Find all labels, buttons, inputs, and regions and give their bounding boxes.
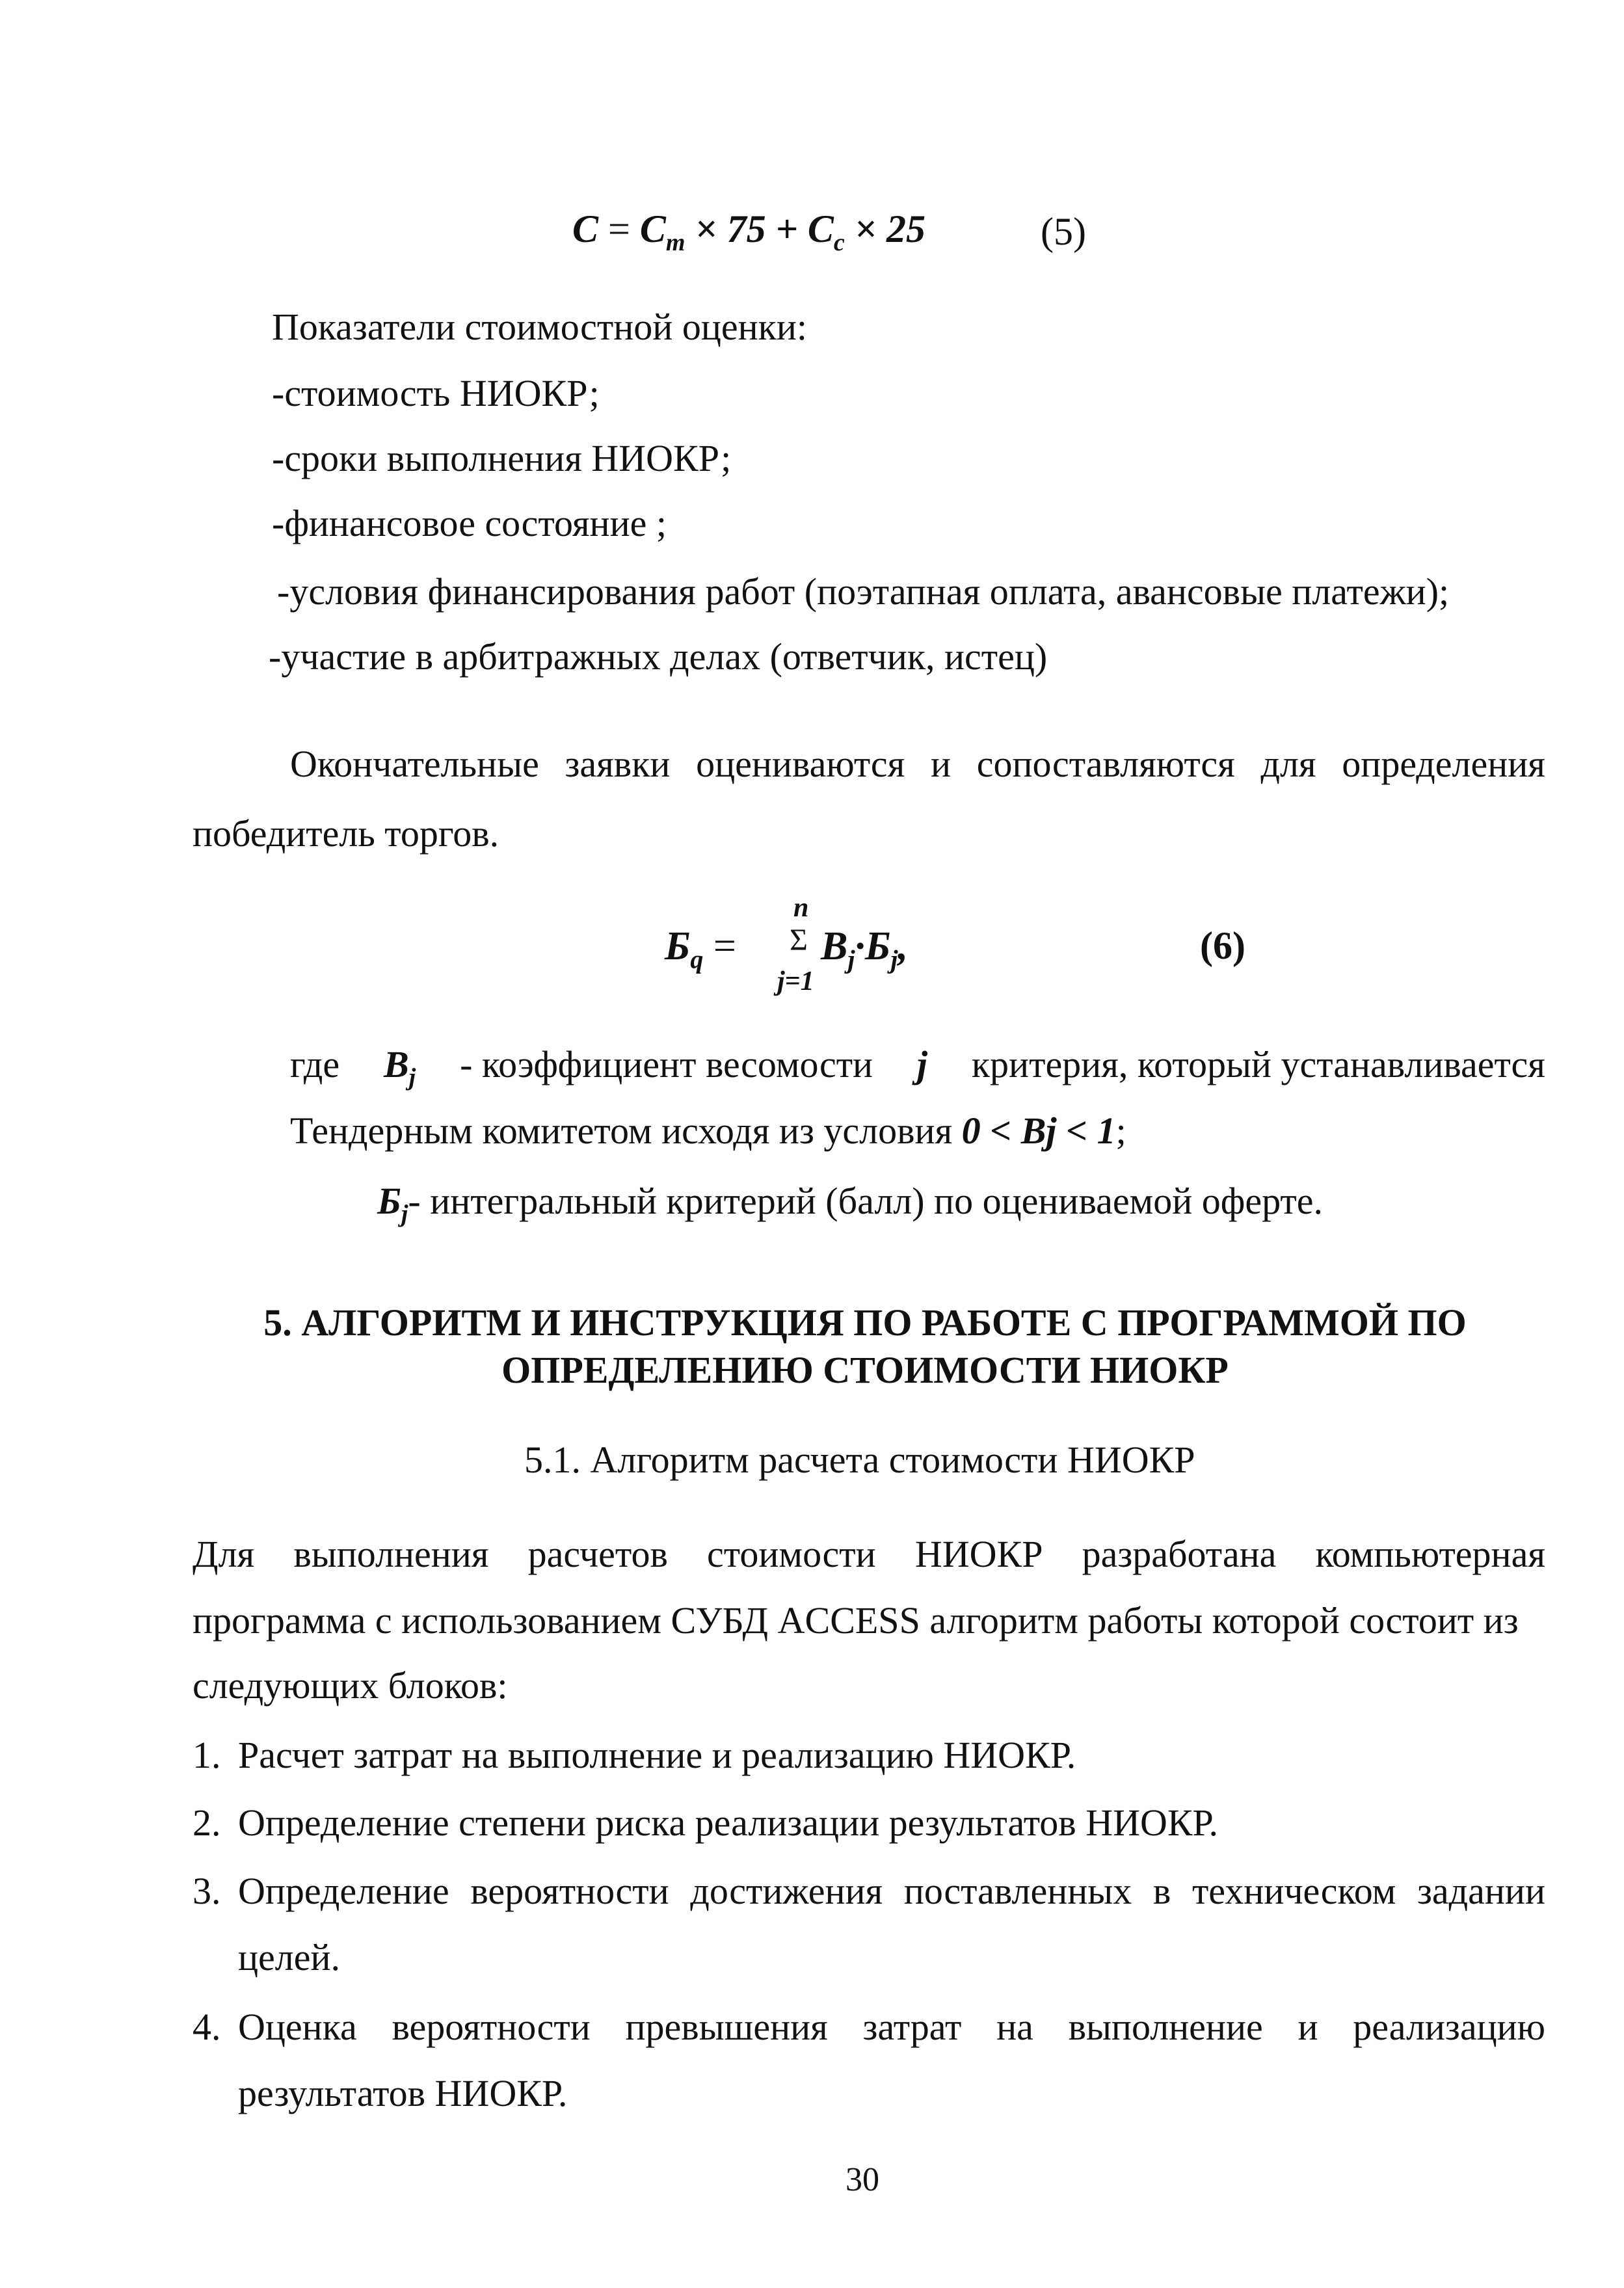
final-bids-line-1: Окончательные заявки оцениваются и сопоставляются для определения [290,743,1545,785]
formula-6-upper-limit: n [793,893,809,923]
list-item-continuation: результатов НИОКР. [238,2072,568,2114]
list-item-number: 2. [193,1802,221,1844]
intro-line-2: программа с использованием СУБД ACCESS алгоритм работы которой состоит из [193,1599,1519,1642]
list-item-continuation: целей. [238,1936,341,1978]
list-item: Определение вероятности достижения поставленных в техническом задании [238,1870,1545,1912]
where-line-3: $Б_j-$ интегральный критерий (балл) по оцениваемой оферте. [377,1180,1323,1228]
section-heading-line-1: 5. АЛГОРИТМ И ИНСТРУКЦИЯ ПО РАБОТЕ С ПРОГРАММОЙ ПО [263,1301,1467,1344]
where-line-1-text: - коэффициент весомости [460,1043,873,1085]
cost-indicator-item: -участие в арбитражных делах (ответчик, истец) [269,635,1048,678]
cost-indicator-item: -условия финансирования работ (поэтапная оплата, авансовые платежи); [277,570,1450,613]
where-line-1 [290,1042,1545,1093]
section-heading-line-2: ОПРЕДЕЛЕНИЮ СТОИМОСТИ НИОКР [501,1349,1229,1391]
list-item-number: 3. [193,1870,221,1912]
formula-5: $C = C_m \times 75 + C_c \times 25$ [572,207,925,256]
cost-indicators-intro: Показатели стоимостной оценки: [272,306,807,348]
cost-indicator-item: -стоимость НИОКР; [272,372,600,414]
condition: 0 < Bj < 1 [961,1110,1116,1152]
formula-6-lhs: $Б_q$ = [665,924,736,974]
list-item-number: 4. [193,2006,221,2048]
list-item: Определение степени риска реализации результатов НИОКР. [238,1802,1219,1844]
formula-6-number: (6) [1200,924,1245,967]
cost-indicator-item: -финансовое состояние ; [272,502,667,544]
list-item: Оценка вероятности превышения затрат на выполнение и реализацию [238,2006,1545,2048]
intro-line-1: Для выполнения расчетов стоимости НИОКР разработана компьютерная [193,1533,1545,1575]
where-line-2: Тендерным комитетом исходя из условия 0 < Bj < 1; [290,1110,1126,1152]
where-word: где [290,1043,340,1085]
bj-symbol: $В_j$ [383,1043,416,1091]
j-symbol: j [916,1043,928,1085]
intro-line-3: следующих блоков: [193,1664,508,1707]
list-item-number: 1. [193,1734,221,1776]
sigma-symbol: Σ [790,923,808,957]
formula-6-rhs: $В_j\cdot Б_j$, [821,924,908,974]
where-line-1-end: критерия, который устанавливается [971,1043,1545,1085]
cost-indicator-item: -сроки выполнения НИОКР; [272,437,732,479]
formula-5-number: (5) [1041,210,1086,253]
b-symbol: $Б_j$ [377,1180,408,1228]
final-bids-line-2: победитель торгов. [193,812,499,855]
page-number: 30 [845,2161,879,2198]
subheading: 5.1. Алгоритм расчета стоимости НИОКР [524,1439,1195,1481]
formula-6-lower-limit: j=1 [777,966,814,996]
list-item: Расчет затрат на выполнение и реализацию НИОКР. [238,1734,1076,1776]
